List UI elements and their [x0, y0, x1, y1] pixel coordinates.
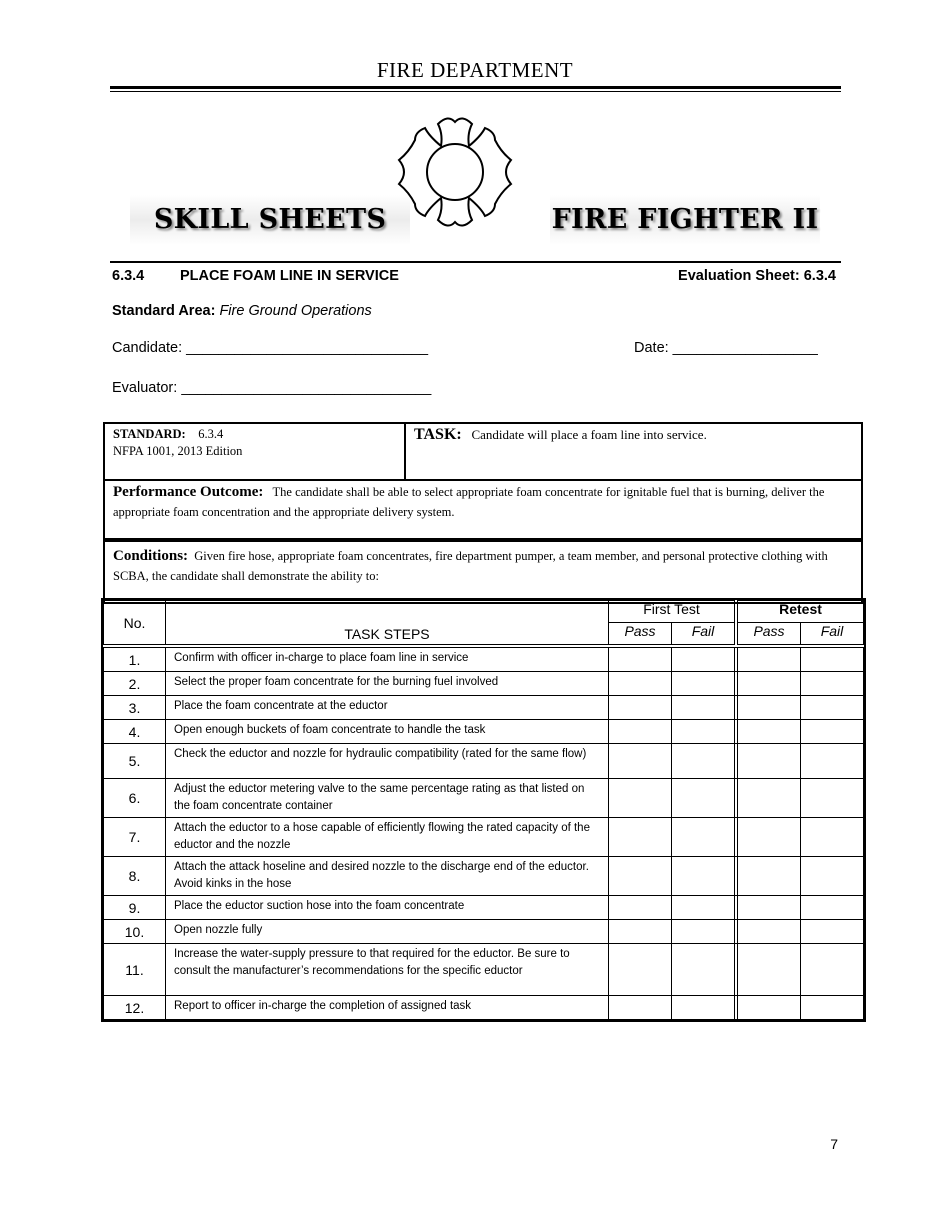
retest-fail-cell[interactable] [801, 696, 864, 720]
performance-outcome [113, 482, 855, 522]
retest-fail-cell[interactable] [801, 648, 864, 672]
step-text: Open nozzle fully [166, 920, 609, 944]
column-header-task-steps: TASK STEPS [166, 601, 609, 645]
banner-fire-fighter: FIRE FIGHTER II [550, 195, 820, 245]
step-text: Attach the attack hoseline and desired nozzle to the discharge end of the eductor. Avoid kinks in the hose [166, 857, 609, 896]
evaluator-field[interactable]: Evaluator: _______________________________ [112, 380, 432, 396]
table-row [104, 648, 864, 672]
standard-edition: NFPA 1001, 2013 Edition [113, 444, 243, 458]
page-number: 7 [830, 1136, 838, 1152]
first-fail-cell[interactable] [672, 696, 735, 720]
first-pass-cell[interactable] [609, 696, 672, 720]
table-row [104, 920, 864, 944]
retest-pass-cell[interactable] [738, 818, 801, 857]
retest-fail-cell[interactable] [801, 818, 864, 857]
candidate-field[interactable]: Candidate: ______________________________ [112, 340, 429, 356]
first-pass-cell[interactable] [609, 744, 672, 779]
table-row [104, 996, 864, 1020]
conditions-label: Conditions: [113, 548, 189, 564]
first-pass-cell[interactable] [609, 818, 672, 857]
department-title: FIRE DEPARTMENT [376, 58, 574, 82]
standard-area-value: Fire Ground Operations [219, 303, 372, 319]
first-pass-cell[interactable] [609, 672, 672, 696]
first-fail-cell[interactable] [672, 779, 735, 818]
standard-info [113, 426, 242, 460]
first-fail-cell[interactable] [672, 720, 735, 744]
retest-pass-cell[interactable] [738, 672, 801, 696]
retest-fail-cell[interactable] [801, 944, 864, 996]
retest-fail-cell[interactable] [801, 857, 864, 896]
step-text: Confirm with officer in-charge to place foam line in service [166, 648, 609, 672]
outcome-text: The candidate shall be able to select appropriate foam concentrate for ignitable fuel that is burning, deliver the appropriate foam concentration and the appropriate delivery system. [113, 485, 825, 519]
standard-value: 6.3.4 [198, 427, 224, 441]
step-number: 9. [104, 896, 166, 920]
first-pass-cell[interactable] [609, 857, 672, 896]
step-number: 12. [104, 996, 166, 1020]
retest-fail-cell[interactable] [801, 672, 864, 696]
first-pass-cell[interactable] [609, 779, 672, 818]
first-fail-cell[interactable] [672, 996, 735, 1020]
header-rule [110, 86, 841, 89]
first-fail-cell[interactable] [672, 648, 735, 672]
date-field[interactable]: Date: __________________ [634, 340, 818, 356]
maltese-cross-icon [393, 110, 517, 234]
step-text: Place the foam concentrate at the eductor [166, 696, 609, 720]
step-text: Open enough buckets of foam concentrate to handle the task [166, 720, 609, 744]
step-text: Increase the water-supply pressure to that required for the eductor. Be sure to consult the manufacturer’s recommendations for the specific eductor [166, 944, 609, 996]
first-fail-cell[interactable] [672, 744, 735, 779]
table-row [104, 779, 864, 818]
step-text: Select the proper foam concentrate for the burning fuel involved [166, 672, 609, 696]
table-row [104, 672, 864, 696]
retest-pass-cell[interactable] [738, 720, 801, 744]
first-fail-cell[interactable] [672, 857, 735, 896]
standard-label: STANDARD: [113, 427, 186, 441]
table-row [104, 857, 864, 896]
first-pass-header: Pass [609, 623, 672, 645]
conditions [113, 546, 855, 586]
first-pass-cell[interactable] [609, 648, 672, 672]
retest-fail-cell[interactable] [801, 920, 864, 944]
task-label: TASK: [414, 426, 462, 443]
step-text: Place the eductor suction hose into the foam concentrate [166, 896, 609, 920]
step-number: 8. [104, 857, 166, 896]
first-fail-cell[interactable] [672, 896, 735, 920]
retest-pass-header: Pass [738, 623, 801, 645]
step-number: 2. [104, 672, 166, 696]
section-title: PLACE FOAM LINE IN SERVICE [180, 268, 399, 284]
retest-fail-cell[interactable] [801, 779, 864, 818]
retest-pass-cell[interactable] [738, 744, 801, 779]
retest-fail-cell[interactable] [801, 896, 864, 920]
performance-outcome-box [103, 478, 863, 540]
retest-pass-cell[interactable] [738, 896, 801, 920]
task-info [414, 426, 707, 444]
column-header-retest: Retest [738, 601, 864, 623]
first-fail-cell[interactable] [672, 920, 735, 944]
step-number: 6. [104, 779, 166, 818]
standard-area [112, 303, 372, 319]
banner-skill-sheets: SKILL SHEETS [130, 195, 410, 245]
first-pass-cell[interactable] [609, 920, 672, 944]
retest-pass-cell[interactable] [738, 920, 801, 944]
retest-pass-cell[interactable] [738, 857, 801, 896]
conditions-text: Given fire hose, appropriate foam concentrates, fire department pumper, a team member, and personal protective clothing with SCBA, the candidate shall demonstrate the ability to: [113, 549, 828, 583]
retest-pass-cell[interactable] [738, 779, 801, 818]
step-number: 10. [104, 920, 166, 944]
evaluation-sheet-label: Evaluation Sheet: 6.3.4 [678, 268, 836, 284]
table-row [104, 944, 864, 996]
section-rule [110, 261, 841, 263]
retest-pass-cell[interactable] [738, 696, 801, 720]
task-text: Candidate will place a foam line into service. [471, 427, 707, 442]
first-pass-cell[interactable] [609, 944, 672, 996]
retest-pass-cell[interactable] [738, 648, 801, 672]
standard-area-label: Standard Area: [112, 303, 216, 319]
table-row [104, 896, 864, 920]
standard-task-box [103, 422, 863, 481]
first-pass-cell[interactable] [609, 896, 672, 920]
step-number: 11. [104, 944, 166, 996]
table-row [104, 744, 864, 779]
table-row [104, 818, 864, 857]
retest-pass-cell[interactable] [738, 944, 801, 996]
task-steps-table [103, 600, 864, 1020]
first-fail-cell[interactable] [672, 818, 735, 857]
retest-fail-cell[interactable] [801, 744, 864, 779]
section-number: 6.3.4 [112, 268, 145, 284]
conditions-box [103, 540, 863, 604]
first-fail-cell[interactable] [672, 944, 735, 996]
step-number: 5. [104, 744, 166, 779]
retest-pass-cell[interactable] [738, 996, 801, 1020]
first-fail-cell[interactable] [672, 672, 735, 696]
outcome-label: Performance Outcome: [113, 484, 264, 500]
step-text: Check the eductor and nozzle for hydraulic compatibility (rated for the same flow) [166, 744, 609, 779]
retest-fail-cell[interactable] [801, 996, 864, 1020]
header-rule-thin [110, 91, 841, 92]
step-text: Report to officer in-charge the completion of assigned task [166, 996, 609, 1020]
column-header-first-test: First Test [609, 601, 735, 623]
step-number: 4. [104, 720, 166, 744]
retest-fail-cell[interactable] [801, 720, 864, 744]
step-text: Adjust the eductor metering valve to the same percentage rating as that listed on the foam concentrate container [166, 779, 609, 818]
column-header-no: No. [104, 601, 166, 645]
box-divider [404, 424, 406, 479]
table-row [104, 720, 864, 744]
first-fail-header: Fail [672, 623, 735, 645]
step-number: 3. [104, 696, 166, 720]
retest-fail-header: Fail [801, 623, 864, 645]
table-row [104, 696, 864, 720]
step-text: Attach the eductor to a hose capable of efficiently flowing the rated capacity of the eductor and the nozzle [166, 818, 609, 857]
step-number: 7. [104, 818, 166, 857]
first-pass-cell[interactable] [609, 720, 672, 744]
first-pass-cell[interactable] [609, 996, 672, 1020]
step-number: 1. [104, 648, 166, 672]
